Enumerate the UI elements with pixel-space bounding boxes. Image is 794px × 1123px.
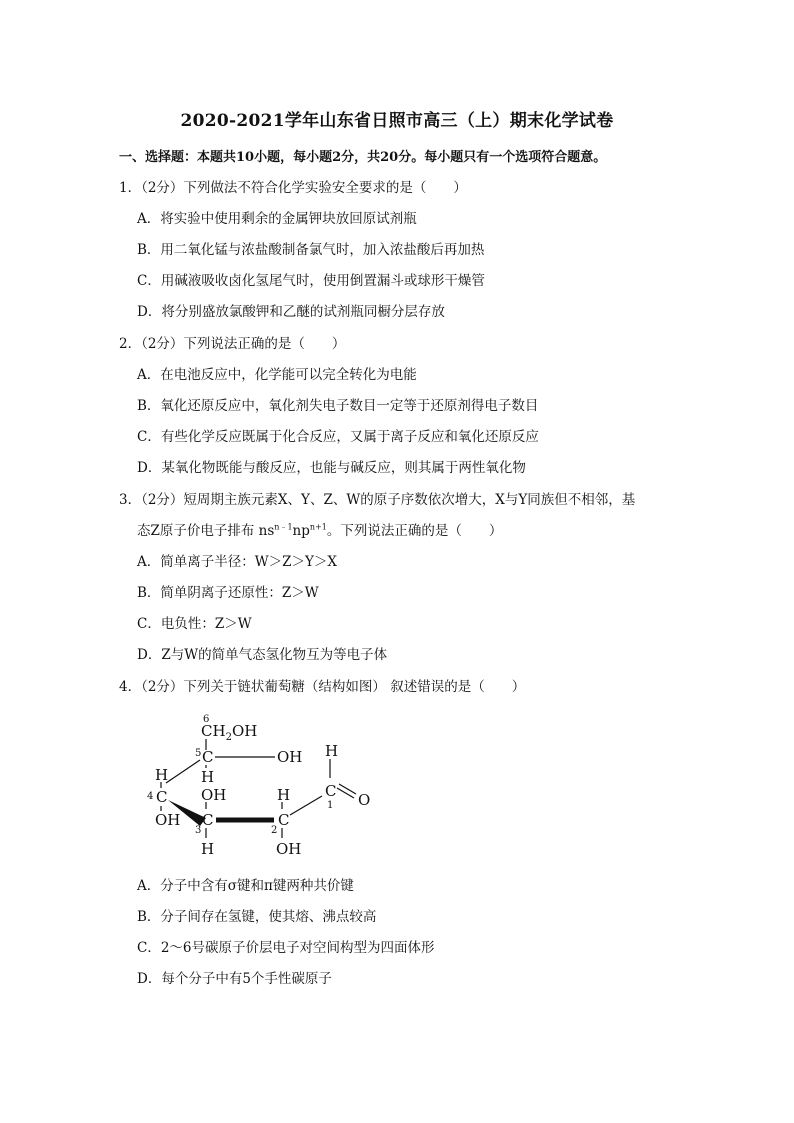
question-1-option-c: C．用碱液吸收卤化氢尾气时，使用倒置漏斗或球形干燥管	[137, 273, 485, 289]
aldehyde-oxygen: O	[358, 791, 371, 809]
question-1-option-a: A．将实验中使用剩余的金属钾块放回原试剂瓶	[137, 211, 417, 227]
bond-c4-c5	[166, 760, 200, 783]
question-2-option-a: A．在电池反应中，化学能可以完全转化为电能	[137, 367, 417, 383]
question-1-option-d: D．将分别盛放氯酸钾和乙醚的试剂瓶同橱分层存放	[137, 304, 445, 320]
question-4-stem: 4．（2分）下列关于链状葡萄糖（结构如图） 叙述错误的是（ ）	[119, 679, 526, 695]
question-3-option-b: B．简单阴离子还原性：Z＞W	[137, 585, 319, 601]
c2-hydrogen: H	[277, 786, 291, 804]
ch2oh-group: $CH_2OH$	[201, 722, 258, 743]
c5-hydrogen: H	[201, 768, 215, 786]
question-1-stem: 1．（2分）下列做法不符合化学实验安全要求的是（ ）	[119, 180, 467, 196]
double-bond-c1-o-b	[339, 784, 356, 794]
question-2-stem: 2．（2分）下列说法正确的是（ ）	[119, 336, 346, 352]
question-2-option-d: D．某氧化物既能与酸反应，也能与碱反应，则其属于两性氧化物	[137, 460, 526, 476]
carbon-1: C	[325, 782, 337, 800]
carbon-number-5: 5	[195, 748, 202, 759]
carbon-4: C	[156, 788, 168, 806]
carbon-number-1: 1	[327, 800, 334, 811]
carbon-number-4: 4	[147, 791, 154, 802]
c2-hydroxyl: OH	[276, 840, 302, 858]
question-4-option-a: A．分子中含有σ键和π键两种共价键	[137, 878, 354, 894]
page-title: 2020-2021学年山东省日照市高三（上）期末化学试卷	[180, 111, 614, 131]
carbon-number-3: 3	[195, 825, 202, 836]
double-bond-c1-o-a	[337, 788, 354, 798]
question-4-option-d: D．每个分子中有5个手性碳原子	[137, 971, 332, 987]
c3-hydroxyl: OH	[201, 786, 227, 804]
question-4-option-c: C．2～6号碳原子价层电子对空间构型为四面体形	[137, 940, 435, 956]
c3-hydrogen: H	[201, 840, 215, 858]
section-heading: 一、选择题：本题共10小题，每小题2分，共20分。每小题只有一个选项符合题意。	[119, 150, 607, 165]
glucose-structure-diagram	[140, 708, 390, 868]
c4-hydrogen: H	[155, 766, 169, 784]
c1-hydrogen: H	[325, 742, 339, 760]
question-3-option-d: D．Z与W的简单气态氢化物互为等电子体	[137, 647, 388, 663]
ring-hydroxyl-oh: OH	[277, 748, 303, 766]
question-3-stem: 3．（2分）短周期主族元素X、Y、Z、W的原子序数依次增大，X与Y同族但不相邻，基	[119, 492, 636, 508]
bond-c1-c2	[290, 796, 322, 815]
carbon-number-6: 6	[203, 714, 210, 725]
question-2-option-b: B．氧化还原反应中，氧化剂失电子数目一定等于还原剂得电子数目	[137, 398, 539, 414]
question-1-option-b: B．用二氧化锰与浓盐酸制备氯气时，加入浓盐酸后再加热	[137, 242, 485, 258]
question-3-option-a: A．简单离子半径：W＞Z＞Y＞X	[137, 554, 338, 570]
question-3-stem-continued: 态Z原子价电子排布 $ns^{n﹣1}np^{n+1}$。下列说法正确的是（ ）	[137, 522, 503, 539]
c4-hydroxyl: OH	[155, 811, 181, 829]
carbon-5: C	[202, 748, 214, 766]
question-3-option-c: C．电负性：Z＞W	[137, 616, 252, 632]
carbon-3: C	[202, 811, 214, 829]
carbon-2: C	[278, 811, 290, 829]
question-4-option-b: B．分子间存在氢键，使其熔、沸点较高	[137, 909, 377, 925]
carbon-number-2: 2	[271, 825, 278, 836]
question-2-option-c: C．有些化学反应既属于化合反应，又属于离子反应和氧化还原反应	[137, 429, 539, 445]
